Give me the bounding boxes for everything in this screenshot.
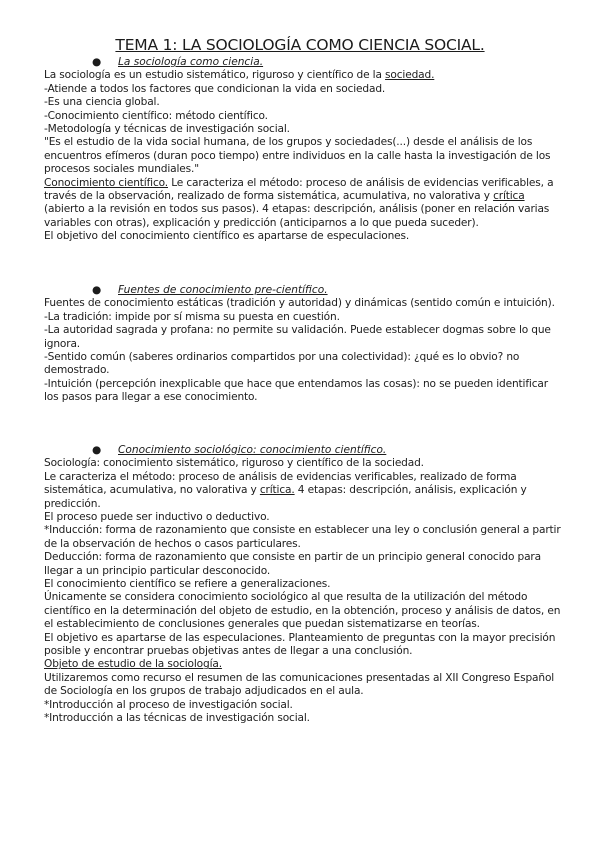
paragraph: *Inducción: forma de razonamiento que consiste en establecer una ley o conclusión general a partir de la observación de hechos o casos particulares. [44,524,561,550]
paragraph: -Intuición (percepción inexplicable que hace que entendamos las cosas): no se pueden identificar los pasos para llegar a ese conocimiento. [44,377,548,404]
paragraph: La sociología es un estudio sistemático, riguroso y científico de la sociedad. [44,69,435,82]
paragraph: Únicamente se considera conocimiento sociológico al que resulta de la utilización del método científico en la determinación del objeto de estudio, en la obtención, proceso y análisis de datos, en el establecimiento de conclusiones generales que puedan sistematizarse en teorías. [44,591,561,631]
paragraph: El objetivo es apartarse de las especulaciones. Planteamiento de preguntas con la mayor precisión posible y encontrar pruebas objetivas antes de llegar a una conclusión. [44,631,556,658]
bullet-icon: ● [92,56,102,68]
paragraph: El proceso puede ser inductivo o deductivo. [44,511,270,524]
bullet-icon: ● [92,284,102,296]
subheading: Objeto de estudio de la sociología. [44,658,222,671]
paragraph: *Introducción a las técnicas de investigación social. [44,712,310,725]
section-sociologia-como-ciencia [44,56,564,244]
paragraph: -Atiende a todos los factores que condicionan la vida en sociedad. [44,82,386,95]
paragraph: Sociología: conocimiento sistemático, riguroso y científico de la sociedad. [44,457,424,470]
bullet-heading: ● La sociología como ciencia. [92,56,264,68]
paragraph: -La autoridad sagrada y profana: no permite su validación. Puede establecer dogmas sobre lo que ignora. [44,324,551,350]
paragraph: *Introducción al proceso de investigación social. [44,698,293,711]
paragraph: -Sentido común (saberes ordinarios compartidos por una colectividad): ¿qué es lo obvio? no demostrado. [44,351,520,377]
page-title: TEMA 1: LA SOCIOLOGÍA COMO CIENCIA SOCIAL. [115,36,485,54]
section-fuentes-pre-cientifico [44,284,564,405]
bullet-heading: ● Conocimiento sociológico: conocimiento científico. [92,444,387,456]
bullet-icon: ● [92,444,102,456]
paragraph: Fuentes de conocimiento estáticas (tradición y autoridad) y dinámicas (sentido común e intuición). [44,297,555,310]
paragraph: -Metodología y técnicas de investigación social. [44,123,290,136]
paragraph: -La tradición: impide por sí misma su puesta en cuestión. [44,310,340,323]
subheading: Conocimiento científico. [44,176,168,189]
sociedad-link: sociedad. [385,69,435,82]
paragraph: -Conocimiento científico: método científico. [44,109,268,122]
quote-paragraph: "Es el estudio de la vida social humana, de los grupos y sociedades(...) desde el análisis de los encuentros efímeros (duran poco tiempo) entre individuos en la calle hasta la investigación de los procesos sociales mundiales." [44,136,551,176]
paragraph: Utilizaremos como recurso el resumen de las comunicaciones presentadas al XII Congreso Español de Sociología en los grupos de trabajo adjudicados en el aula. [44,671,555,698]
paragraph: El conocimiento científico se refiere a generalizaciones. [44,578,331,591]
bullet-heading: ● Fuentes de conocimiento pre-científico. [92,284,328,296]
paragraph: -Es una ciencia global. [44,96,160,109]
paragraph: El objetivo del conocimiento científico es apartarse de especulaciones. [44,230,410,243]
paragraph: Deducción: forma de razonamiento que consiste en partir de un principio general conocido para llegar a un principio particular desconocido. [44,551,541,577]
section-conocimiento-sociologico [44,444,564,726]
paragraph: Conocimiento científico. Le caracteriza el método: proceso de análisis de evidencias verificables, a través de la observación, realizado de forma sistemática, acumulativa, no valorativa y crítica (abierto a la revisión en todos sus pasos). 4 etapas: descripción, análisis (poner en relación varias variables con otras), explicación y predicción (anticiparnos a lo que pueda suceder). [44,176,554,229]
paragraph: Le caracteriza el método: proceso de análisis de evidencias verificables, realizado de forma sistemática, acumulativa, no valorativa y crítica. 4 etapas: descripción, análisis, explicación y predicción. [44,470,527,510]
